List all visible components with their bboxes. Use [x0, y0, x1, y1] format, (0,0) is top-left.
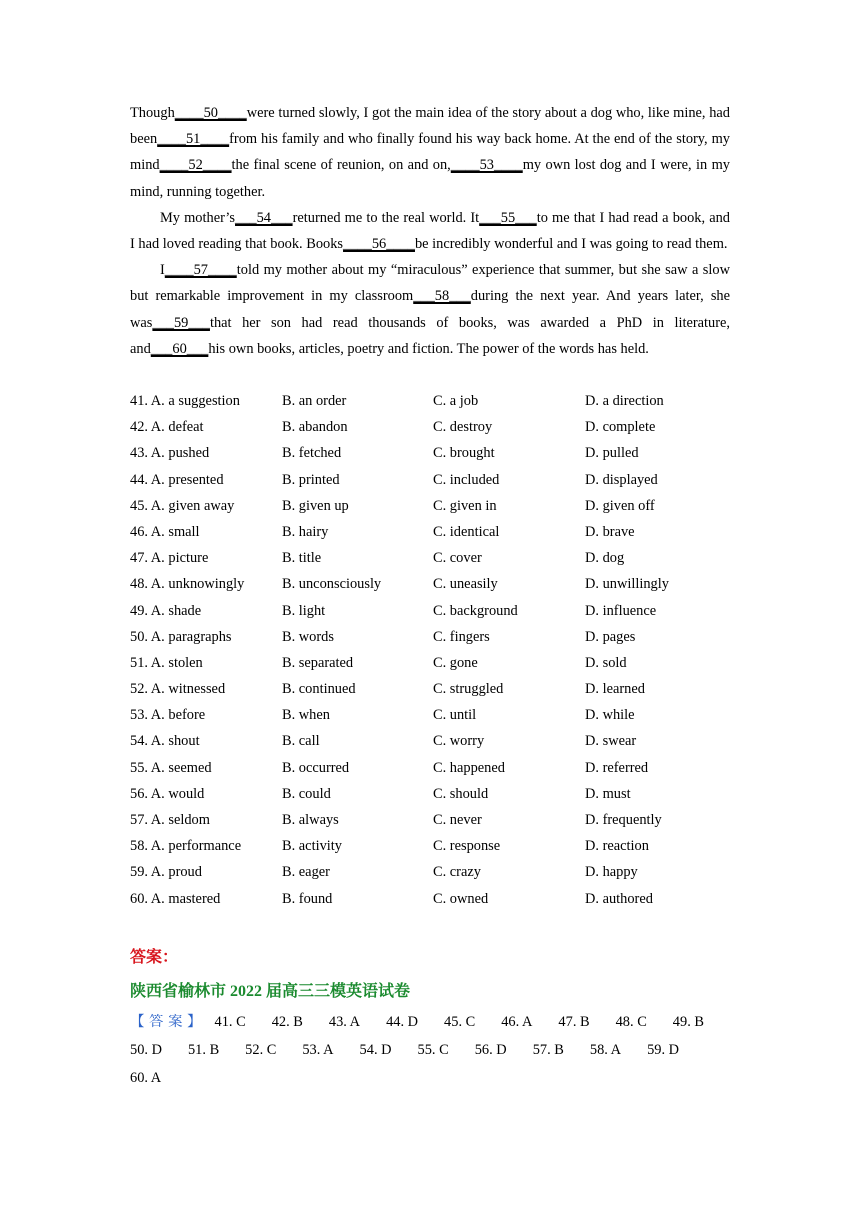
- option-a: 45. A. given away: [130, 497, 235, 514]
- option-a: 50. A. paragraphs: [130, 628, 232, 645]
- option-d: D. pulled: [585, 445, 639, 462]
- option-d: D. influence: [585, 602, 657, 619]
- option-a: 47. A. picture: [130, 550, 209, 567]
- option-b: B. title: [282, 550, 322, 567]
- passage-text: told my mother about my “miraculous” experience that summer, but she saw a slow but remarkable improvement in my classroom: [130, 262, 730, 305]
- source-title: 陕西省榆林市 2022 届高三三模英语试卷: [130, 983, 411, 1000]
- option-b: B. abandon: [282, 419, 348, 436]
- option-c: C. until: [433, 707, 477, 724]
- option-d: D. unwillingly: [585, 576, 669, 593]
- question-options-row: [130, 650, 735, 676]
- option-b: B. light: [282, 602, 326, 619]
- option-c: C. a job: [433, 393, 479, 409]
- answer-item: 53. A: [302, 1042, 334, 1058]
- option-a: 49. A. shade: [130, 602, 202, 619]
- option-b: B. when: [282, 707, 330, 724]
- cloze-blank: ___58___: [413, 288, 471, 305]
- option-c: C. brought: [433, 445, 495, 462]
- cloze-blank: ____50____: [174, 105, 247, 121]
- option-c: C. response: [433, 838, 501, 855]
- option-d: D. while: [585, 707, 635, 724]
- passage-text: during the next year. And years later, she was: [130, 288, 731, 331]
- passage-text: from his family and who finally found his way back home. At the end of the story, my mind: [130, 131, 730, 174]
- option-d: D. referred: [585, 759, 649, 776]
- answer-item: 51. B: [187, 1042, 220, 1058]
- question-options-row: [130, 388, 735, 414]
- option-d: D. sold: [585, 654, 627, 671]
- cloze-blank: ___55___: [479, 209, 537, 226]
- question-options-row: [130, 859, 735, 885]
- option-c: C. never: [433, 812, 482, 828]
- question-options-row: [130, 440, 735, 466]
- answer-item: 48. C: [615, 1014, 647, 1030]
- option-a: 44. A. presented: [130, 471, 224, 488]
- question-options-row: [130, 414, 735, 440]
- option-a: 55. A. seemed: [130, 759, 212, 776]
- option-c: C. cover: [433, 550, 482, 567]
- answer-item: 49. B: [672, 1014, 704, 1030]
- answer-item: 56. D: [474, 1042, 507, 1058]
- passage-text: my own lost dog and I were, in my mind, running together.: [130, 157, 730, 200]
- question-options-row: [130, 755, 735, 781]
- passage-text: his own books, articles, poetry and fiction. The power of the words has held.: [208, 340, 649, 357]
- option-c: C. should: [433, 785, 489, 802]
- passage-text: were turned slowly, I got the main idea of the story about a dog who, like mine, had been: [130, 105, 730, 148]
- question-options-row: [130, 702, 735, 728]
- option-d: D. happy: [585, 864, 638, 881]
- option-b: B. always: [282, 812, 339, 828]
- option-d: D. complete: [585, 419, 656, 436]
- cloze-blank: ___59___: [152, 314, 210, 331]
- question-options-row: [130, 571, 735, 597]
- option-d: D. displayed: [585, 471, 658, 488]
- cloze-passage: [130, 100, 730, 362]
- answer-item: 47. B: [558, 1014, 590, 1030]
- option-a: 59. A. proud: [130, 864, 202, 881]
- answer-item: 57. B: [532, 1042, 564, 1058]
- option-d: D. dog: [585, 550, 625, 567]
- answer-item: 60. A: [130, 1070, 162, 1086]
- option-a: 57. A. seldom: [130, 812, 210, 828]
- answer-item: 41. C: [214, 1014, 246, 1030]
- option-b: B. call: [282, 733, 320, 750]
- answer-item: 50. D: [130, 1042, 162, 1058]
- option-c: C. worry: [433, 733, 485, 750]
- question-options-row: [130, 886, 735, 912]
- passage-paragraph: [130, 100, 730, 205]
- question-options-row: [130, 833, 735, 859]
- passage-text: My mother’s: [160, 209, 236, 226]
- question-options-row: [130, 807, 735, 833]
- answer-item: 43. A: [328, 1014, 361, 1030]
- passage-text: to me that I had read a book, and I had loved reading that book. Books: [130, 209, 730, 253]
- option-b: B. words: [282, 628, 334, 645]
- option-d: D. must: [585, 785, 631, 802]
- option-b: B. eager: [282, 864, 330, 881]
- option-d: D. authored: [585, 890, 653, 907]
- option-c: C. owned: [433, 890, 489, 907]
- option-b: B. could: [282, 785, 331, 802]
- cloze-blank: ____51____: [157, 131, 230, 148]
- option-b: B. unconsciously: [282, 576, 382, 593]
- option-b: B. continued: [282, 681, 356, 698]
- answer-item: 54. D: [359, 1042, 392, 1058]
- answer-item: 59. D: [647, 1042, 680, 1058]
- question-options-row: [130, 519, 735, 545]
- options-list: [130, 388, 735, 912]
- option-b: B. an order: [282, 393, 347, 409]
- option-a: 42. A. defeat: [130, 419, 204, 436]
- option-b: B. separated: [282, 654, 354, 671]
- option-a: 53. A. before: [130, 707, 206, 724]
- option-c: C. fingers: [433, 628, 490, 645]
- option-a: 52. A. witnessed: [130, 681, 226, 698]
- option-d: D. learned: [585, 681, 645, 698]
- option-c: C. identical: [433, 523, 500, 540]
- cloze-blank: ____56____: [343, 236, 415, 253]
- passage-paragraph: [130, 257, 730, 362]
- option-b: B. found: [282, 890, 333, 907]
- option-d: D. given off: [585, 497, 655, 514]
- option-c: C. struggled: [433, 681, 504, 698]
- answer-item: 58. A: [589, 1042, 622, 1058]
- option-d: D. brave: [585, 523, 635, 540]
- option-c: C. destroy: [433, 419, 493, 436]
- question-options-row: [130, 545, 735, 571]
- question-options-row: [130, 598, 735, 624]
- option-c: C. uneasily: [433, 576, 498, 593]
- question-options-row: [130, 467, 735, 493]
- option-b: B. fetched: [282, 445, 342, 462]
- option-c: C. crazy: [433, 864, 481, 881]
- cloze-blank: ____53____: [450, 157, 523, 174]
- option-a: 43. A. pushed: [130, 445, 210, 462]
- option-b: B. hairy: [282, 523, 329, 540]
- option-a: 60. A. mastered: [130, 890, 221, 907]
- option-c: C. happened: [433, 759, 505, 776]
- option-a: 41. A. a suggestion: [130, 393, 240, 409]
- option-b: B. activity: [282, 838, 342, 855]
- answer-key: [130, 1008, 730, 1092]
- passage-text: Though: [130, 105, 175, 121]
- option-a: 46. A. small: [130, 523, 200, 540]
- answer-item: 55. C: [417, 1042, 449, 1058]
- option-a: 51. A. stolen: [130, 654, 203, 671]
- question-options-row: [130, 781, 735, 807]
- cloze-blank: ___60___: [150, 340, 209, 357]
- option-d: D. swear: [585, 733, 637, 750]
- passage-paragraph: [130, 205, 730, 257]
- passage-text: the final scene of reunion, on and on,: [231, 157, 451, 174]
- option-d: D. reaction: [585, 838, 649, 855]
- option-a: 56. A. would: [130, 785, 205, 802]
- option-a: 58. A. performance: [130, 838, 242, 855]
- option-c: C. given in: [433, 497, 497, 514]
- question-options-row: [130, 493, 735, 519]
- option-a: 54. A. shout: [130, 733, 200, 750]
- option-d: D. a direction: [585, 393, 664, 409]
- question-options-row: [130, 728, 735, 754]
- cloze-blank: ___54___: [235, 209, 293, 226]
- answer-item: 42. B: [271, 1014, 303, 1030]
- answer-item: 44. D: [386, 1014, 419, 1030]
- answer-item: 45. C: [444, 1014, 476, 1030]
- passage-text: returned me to the real world. It: [292, 209, 480, 226]
- answer-item: 52. C: [245, 1042, 277, 1058]
- option-b: B. occurred: [282, 759, 350, 776]
- cloze-blank: ____52____: [159, 157, 232, 174]
- passage-text: I: [160, 262, 165, 279]
- option-d: D. pages: [585, 628, 636, 645]
- answer-tag: 【答案】: [130, 1014, 207, 1030]
- option-b: B. printed: [282, 471, 340, 488]
- passage-text: that her son had read thousands of books, was awarded a PhD in literature, and: [130, 314, 730, 357]
- passage-text: be incredibly wonderful and I was going to read them.: [414, 236, 728, 253]
- answer-item: 46. A: [501, 1014, 533, 1030]
- option-c: C. background: [433, 602, 518, 619]
- option-b: B. given up: [282, 497, 349, 514]
- option-a: 48. A. unknowingly: [130, 576, 245, 593]
- option-c: C. included: [433, 471, 500, 488]
- option-d: D. frequently: [585, 812, 662, 828]
- question-options-row: [130, 676, 735, 702]
- question-options-row: [130, 624, 735, 650]
- answer-heading: 答案：: [130, 949, 179, 966]
- cloze-blank: ____57____: [164, 262, 237, 279]
- option-c: C. gone: [433, 654, 478, 671]
